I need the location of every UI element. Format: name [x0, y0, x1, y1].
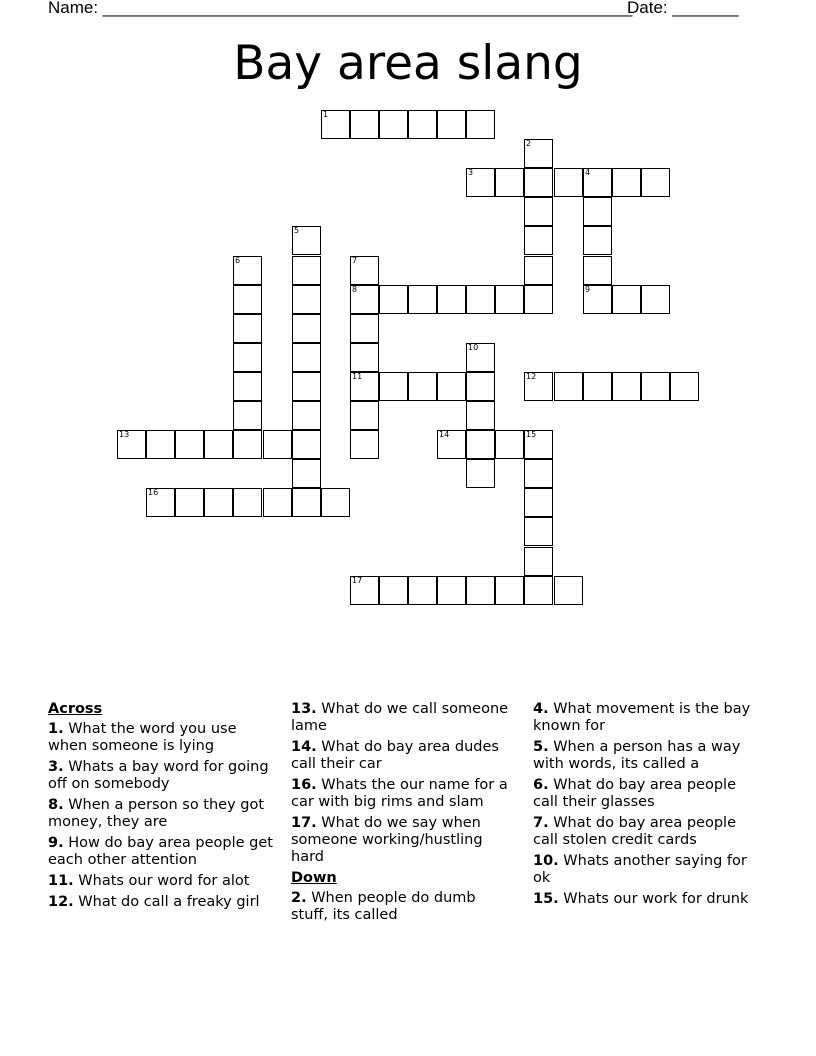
grid-cell[interactable]	[350, 314, 379, 343]
grid-cell[interactable]	[350, 372, 379, 401]
grid-cell[interactable]	[466, 430, 495, 459]
clue-number: 13.	[291, 701, 317, 717]
grid-cell[interactable]	[233, 372, 262, 401]
cell-number: 15	[526, 430, 537, 439]
clue-text: What the word you use when someone is lying	[48, 721, 237, 754]
grid-cell[interactable]	[524, 576, 553, 605]
cell-number: 2	[526, 139, 532, 148]
grid-cell[interactable]	[583, 256, 612, 285]
grid-cell[interactable]	[350, 430, 379, 459]
grid-cell[interactable]	[263, 430, 292, 459]
grid-cell[interactable]	[554, 168, 583, 197]
clue-column-2	[291, 701, 516, 928]
grid-cell[interactable]	[292, 430, 321, 459]
clue-item	[291, 890, 516, 924]
cell-number: 17	[352, 576, 363, 585]
clue-number: 16.	[291, 777, 317, 793]
grid-cell[interactable]	[583, 168, 612, 197]
clue-number: 11.	[48, 873, 74, 889]
clue-item	[533, 891, 758, 908]
grid-cell[interactable]	[466, 168, 495, 197]
clue-text: Whats a bay word for going off on somebody	[48, 759, 269, 792]
grid-cell[interactable]	[524, 285, 553, 314]
cell-number: 9	[585, 285, 591, 294]
grid-cell[interactable]	[583, 285, 612, 314]
grid-cell[interactable]	[524, 372, 553, 401]
grid-cell[interactable]	[321, 488, 350, 517]
grid-cell[interactable]	[233, 256, 262, 285]
cell-number: 10	[468, 343, 479, 352]
clue-item	[533, 777, 758, 811]
clue-text: When people do dumb stuff, its called	[291, 890, 476, 923]
clue-item	[533, 815, 758, 849]
clue-item	[291, 739, 516, 773]
grid-cell[interactable]	[583, 226, 612, 255]
grid-cell[interactable]	[466, 285, 495, 314]
grid-cell[interactable]	[350, 401, 379, 430]
grid-cell[interactable]	[379, 576, 408, 605]
clue-text: What do call a freaky girl	[78, 894, 260, 910]
cell-number: 12	[526, 372, 537, 381]
clue-number: 4.	[533, 701, 549, 717]
clue-number: 8.	[48, 797, 64, 813]
grid-cell[interactable]	[292, 372, 321, 401]
grid-cell[interactable]	[641, 168, 670, 197]
grid-cell[interactable]	[524, 256, 553, 285]
grid-cell[interactable]	[524, 197, 553, 226]
grid-cell[interactable]	[233, 314, 262, 343]
grid-cell[interactable]	[670, 372, 699, 401]
cell-number: 1	[323, 110, 329, 119]
cell-number: 4	[585, 168, 591, 177]
clue-text: Whats our work for drunk	[563, 891, 749, 907]
clue-item	[291, 815, 516, 866]
grid-cell[interactable]	[117, 430, 146, 459]
cell-number: 13	[119, 430, 130, 439]
clue-item	[533, 701, 758, 735]
grid-cell[interactable]	[408, 110, 437, 139]
grid-cell[interactable]	[204, 488, 233, 517]
grid-cell[interactable]	[321, 110, 350, 139]
clue-item	[48, 873, 273, 890]
cell-number: 3	[468, 168, 474, 177]
grid-cell[interactable]	[612, 285, 641, 314]
grid-cell[interactable]	[524, 139, 553, 168]
clue-item	[291, 701, 516, 735]
date-field-label: Date: _______	[627, 0, 739, 17]
clue-text: Whats the our name for a car with big rims and slam	[291, 777, 508, 810]
grid-cell[interactable]	[175, 430, 204, 459]
grid-cell[interactable]	[466, 110, 495, 139]
clue-number: 14.	[291, 739, 317, 755]
grid-cell[interactable]	[233, 401, 262, 430]
clue-number: 1.	[48, 721, 64, 737]
cell-number: 5	[294, 226, 300, 235]
clue-text: What do bay area dudes call their car	[291, 739, 499, 772]
grid-cell[interactable]	[524, 488, 553, 517]
grid-cell[interactable]	[495, 168, 524, 197]
grid-cell[interactable]	[583, 372, 612, 401]
cell-number: 11	[352, 372, 363, 381]
clue-item	[291, 777, 516, 811]
clue-text: When a person has a way with words, its called a	[533, 739, 741, 772]
grid-cell[interactable]	[466, 401, 495, 430]
grid-cell[interactable]	[641, 285, 670, 314]
grid-cell[interactable]	[466, 576, 495, 605]
clue-item	[48, 835, 273, 869]
grid-cell[interactable]	[292, 488, 321, 517]
clue-text: How do bay area people get each other attention	[48, 835, 273, 868]
grid-cell[interactable]	[466, 343, 495, 372]
grid-cell[interactable]	[437, 110, 466, 139]
clue-number: 10.	[533, 853, 559, 869]
clue-number: 9.	[48, 835, 64, 851]
grid-cell[interactable]	[495, 285, 524, 314]
grid-cell[interactable]	[350, 343, 379, 372]
grid-cell[interactable]	[437, 285, 466, 314]
clue-number: 5.	[533, 739, 549, 755]
grid-cell[interactable]	[524, 547, 553, 576]
grid-cell[interactable]	[524, 168, 553, 197]
clue-text: What do we say when someone working/hustling hard	[291, 815, 483, 865]
grid-cell[interactable]	[379, 110, 408, 139]
grid-cell[interactable]	[350, 110, 379, 139]
across-heading: Across	[48, 701, 103, 717]
clue-column-1	[48, 701, 273, 915]
clue-number: 12.	[48, 894, 74, 910]
grid-cell[interactable]	[204, 430, 233, 459]
cell-number: 6	[235, 256, 241, 265]
grid-cell[interactable]	[612, 372, 641, 401]
cell-number: 8	[352, 285, 358, 294]
clue-text: What do bay area people call their glasses	[533, 777, 736, 810]
name-field-label: Name: ________________________________________________________	[48, 0, 633, 17]
grid-cell[interactable]	[466, 372, 495, 401]
grid-cell[interactable]	[263, 488, 292, 517]
grid-cell[interactable]	[292, 226, 321, 255]
grid-cell[interactable]	[350, 285, 379, 314]
grid-cell[interactable]	[292, 314, 321, 343]
grid-cell[interactable]	[350, 256, 379, 285]
down-heading: Down	[291, 870, 337, 886]
clue-text: Whats another saying for ok	[533, 853, 747, 886]
clue-item	[48, 894, 273, 911]
clue-item	[533, 739, 758, 773]
clue-item	[48, 759, 273, 793]
cell-number: 7	[352, 256, 358, 265]
grid-cell[interactable]	[554, 576, 583, 605]
grid-cell[interactable]	[408, 576, 437, 605]
grid-cell[interactable]	[146, 488, 175, 517]
grid-cell[interactable]	[233, 343, 262, 372]
grid-cell[interactable]	[408, 372, 437, 401]
grid-cell[interactable]	[350, 576, 379, 605]
grid-cell[interactable]	[466, 459, 495, 488]
grid-cell[interactable]	[379, 285, 408, 314]
grid-cell[interactable]	[612, 168, 641, 197]
grid-cell[interactable]	[233, 285, 262, 314]
page-title: Bay area slang	[233, 36, 583, 91]
grid-cell[interactable]	[437, 576, 466, 605]
grid-cell[interactable]	[524, 430, 553, 459]
clue-number: 6.	[533, 777, 549, 793]
grid-cell[interactable]	[233, 488, 262, 517]
grid-cell[interactable]	[146, 430, 175, 459]
grid-cell[interactable]	[233, 430, 262, 459]
grid-cell[interactable]	[292, 256, 321, 285]
grid-cell[interactable]	[524, 517, 553, 546]
grid-cell[interactable]	[524, 459, 553, 488]
grid-cell[interactable]	[379, 372, 408, 401]
grid-cell[interactable]	[641, 372, 670, 401]
grid-cell[interactable]	[495, 430, 524, 459]
grid-cell[interactable]	[175, 488, 204, 517]
grid-cell[interactable]	[437, 372, 466, 401]
grid-cell[interactable]	[292, 343, 321, 372]
clue-item	[48, 797, 273, 831]
grid-cell[interactable]	[292, 459, 321, 488]
clue-text: What do bay area people call stolen credit cards	[533, 815, 736, 848]
clue-number: 2.	[291, 890, 307, 906]
clue-number: 17.	[291, 815, 317, 831]
grid-cell[interactable]	[408, 285, 437, 314]
clue-number: 3.	[48, 759, 64, 775]
clue-item	[533, 853, 758, 887]
clue-text: When a person so they got money, they are	[48, 797, 265, 830]
grid-cell[interactable]	[292, 401, 321, 430]
grid-cell[interactable]	[437, 430, 466, 459]
clue-number: 15.	[533, 891, 559, 907]
grid-cell[interactable]	[495, 576, 524, 605]
clue-item	[48, 721, 273, 755]
clue-column-3	[533, 701, 758, 912]
grid-cell[interactable]	[583, 197, 612, 226]
clue-text: Whats our word for alot	[78, 873, 250, 889]
grid-cell[interactable]	[554, 372, 583, 401]
clue-text: What movement is the bay known for	[533, 701, 751, 734]
clue-text: What do we call someone lame	[291, 701, 509, 734]
clue-number: 7.	[533, 815, 549, 831]
cell-number: 16	[148, 488, 159, 497]
cell-number: 14	[439, 430, 450, 439]
grid-cell[interactable]	[292, 285, 321, 314]
grid-cell[interactable]	[524, 226, 553, 255]
